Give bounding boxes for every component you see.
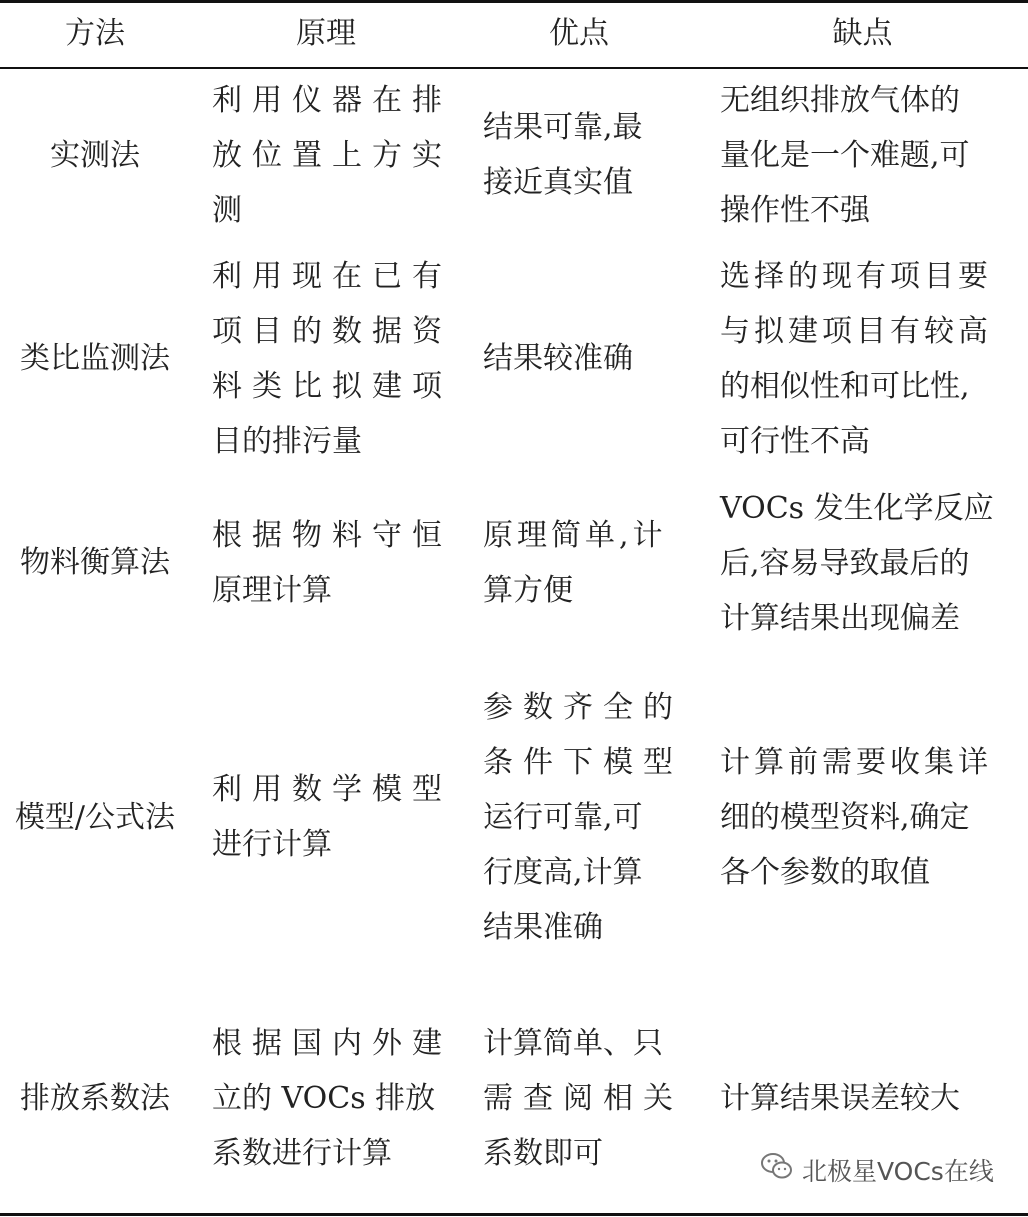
header-method: 方法	[65, 16, 125, 51]
row-5-disadvantage: 计算结果误差较大	[720, 1081, 960, 1116]
row-4-advantage: 参数齐全的 条件下模型 运行可靠,可 行度高,计算 结果准确	[483, 690, 683, 945]
table-top-rule	[0, 0, 1028, 3]
row-3-method: 物料衡算法	[20, 545, 170, 580]
wechat-icon	[760, 1151, 794, 1193]
watermark-text: 北极星VOCs在线	[802, 1157, 994, 1186]
row-4-disadvantage: 计算前需要收集详 细的模型资料,确定 各个参数的取值	[720, 745, 992, 890]
row-4-principle: 利用数学模型 进行计算	[212, 772, 452, 862]
table-header-rule	[0, 67, 1028, 69]
row-1-method: 实测法	[50, 138, 140, 173]
row-2-method: 类比监测法	[20, 341, 170, 376]
row-2-advantage: 结果较准确	[483, 341, 633, 376]
row-1-disadvantage: 无组织排放气体的 量化是一个难题,可 操作性不强	[720, 83, 970, 228]
row-4-method: 模型/公式法	[14, 800, 176, 835]
row-1-advantage: 结果可靠,最 接近真实值	[483, 110, 643, 200]
row-3-principle: 根据物料守恒 原理计算	[212, 518, 452, 608]
header-advantage: 优点	[549, 16, 609, 51]
header-disadvantage: 缺点	[832, 16, 893, 51]
row-5-method: 排放系数法	[20, 1081, 170, 1116]
row-5-advantage: 计算简单、只 需查阅相关 系数即可	[483, 1026, 683, 1171]
row-3-advantage: 原理简单,计 算方便	[483, 518, 667, 608]
row-2-principle: 利用现在已有 项目的数据资 料类比拟建项 目的排污量	[212, 259, 452, 459]
table-bottom-rule	[0, 1213, 1028, 1216]
row-1-principle: 利用仪器在排 放位置上方实 测	[212, 83, 452, 228]
row-5-principle: 根据国内外建 立的 VOCs 排放 系数进行计算	[212, 1026, 452, 1171]
header-principle: 原理	[296, 16, 356, 51]
row-2-disadvantage: 选择的现有项目要 与拟建项目有较高 的相似性和可比性, 可行性不高	[720, 259, 992, 459]
watermark	[760, 1152, 994, 1192]
row-3-disadvantage: VOCs 发生化学反应 后,容易导致最后的 计算结果出现偏差	[720, 491, 994, 636]
